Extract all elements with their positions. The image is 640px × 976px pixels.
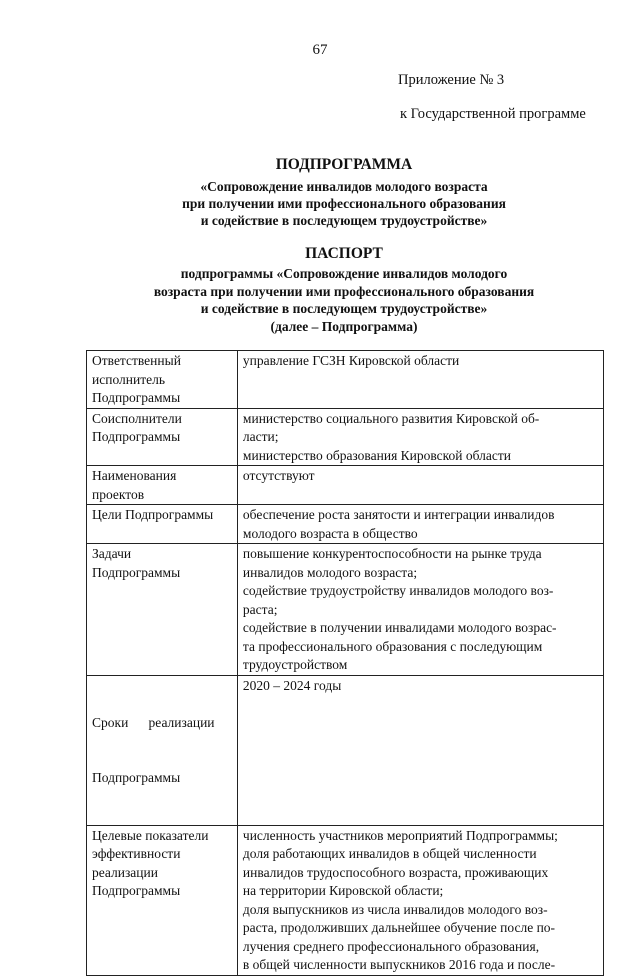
table-row	[87, 505, 604, 544]
row-value	[237, 466, 603, 505]
label-line: Сроки реализации	[92, 714, 215, 730]
passport-table	[86, 350, 604, 976]
value-line: ласти;	[242, 429, 279, 444]
value-line: содействие трудоустройству инвалидов молодого воз-	[242, 583, 554, 598]
passport-title-line: (далее – Подпрограмма)	[270, 318, 418, 334]
value-line: министерство образования Кировской области	[242, 447, 512, 463]
row-label	[87, 675, 238, 825]
row-label	[87, 408, 238, 466]
value-line: министерство социального развития Кировской об-	[242, 410, 540, 426]
table-row	[87, 544, 604, 676]
value-line: раста, продолживших дальнейшее обучение после по-	[242, 920, 556, 935]
label-line: Подпрограммы	[92, 883, 181, 898]
table-row	[87, 466, 604, 505]
row-value	[237, 408, 603, 466]
subprogram-heading: ПОДПРОГРАММА	[275, 156, 413, 173]
label-line: Цели Подпрограммы	[92, 507, 214, 522]
label-line: Подпрограммы	[92, 390, 181, 405]
passport-title-line: и содействие в последующем трудоустройстве»	[200, 301, 488, 316]
value-line: повышение конкурентоспособности на рынке труда	[242, 546, 542, 561]
row-value	[237, 675, 603, 825]
label-line: эффективности	[92, 846, 181, 861]
label-line: Ответственный	[92, 353, 181, 368]
subprogram-title-line: «Сопровождение инвалидов молодого возраста	[200, 179, 488, 194]
row-label	[87, 466, 238, 505]
appendix-reference: к Государственной программе	[400, 106, 586, 122]
value-line: инвалидов молодого возраста;	[242, 564, 418, 580]
value-line: в общей численности выпускников 2016 года и после-	[242, 957, 556, 972]
row-value	[237, 505, 603, 544]
appendix-number: Приложение № 3	[398, 72, 505, 88]
value-line: трудоустройством	[242, 657, 348, 672]
label-line: Задачи	[92, 546, 132, 561]
label-line: Подпрограммы	[92, 564, 181, 580]
value-line: доля работающих инвалидов в общей численности	[242, 846, 537, 861]
value-line: численность участников мероприятий Подпрограммы;	[242, 827, 558, 843]
table-row	[87, 351, 604, 409]
value-line: обеспечение роста занятости и интеграции инвалидов	[242, 507, 555, 522]
label-line: Наименования	[92, 468, 177, 483]
value-line: молодого возраста в общество	[242, 525, 418, 541]
value-line: лучения среднего профессионального образования,	[242, 938, 540, 954]
value-line: управление ГСЗН Кировской области	[242, 353, 460, 368]
passport-heading: ПАСПОРТ	[305, 245, 383, 262]
value-line: отсутствуют	[242, 468, 315, 483]
label-line: проектов	[92, 486, 145, 502]
row-value	[237, 544, 603, 676]
label-line: Целевые показатели	[92, 827, 209, 843]
label-line: Подпрограммы	[92, 770, 181, 785]
passport-title-line: возраста при получении ими профессионального образования	[153, 283, 535, 299]
label-line: Соисполнители	[92, 410, 182, 426]
row-value	[237, 351, 603, 409]
value-line: инвалидов трудоспособного возраста, проживающих	[242, 864, 549, 880]
table-row	[87, 408, 604, 466]
value-line: доля выпускников из числа инвалидов молодого воз-	[242, 901, 548, 917]
row-label	[87, 351, 238, 409]
label-line: исполнитель	[92, 371, 165, 387]
label-line: Подпрограммы	[92, 429, 181, 444]
value-line: содействие в получении инвалидами молодого возрас-	[242, 620, 557, 635]
row-label	[87, 544, 238, 676]
row-label	[87, 825, 238, 975]
table-row	[87, 675, 604, 825]
passport-title-line: подпрограммы «Сопровождение инвалидов молодого	[180, 266, 508, 281]
row-label	[87, 505, 238, 544]
value-line: раста;	[242, 601, 278, 617]
value-line: 2020 – 2024 годы	[242, 677, 342, 693]
label-line: реализации	[92, 864, 158, 880]
value-line: та профессионального образования с последующим	[242, 638, 543, 654]
subprogram-title-line: при получении ими профессионального образования	[182, 196, 506, 211]
table-row	[87, 825, 604, 975]
passport-title	[0, 265, 640, 335]
subprogram-title	[0, 178, 640, 229]
value-line: на территории Кировской области;	[242, 883, 444, 898]
subprogram-title-line: и содействие в последующем трудоустройстве»	[200, 213, 488, 228]
row-value	[237, 825, 603, 975]
page-number: 67	[312, 42, 328, 58]
